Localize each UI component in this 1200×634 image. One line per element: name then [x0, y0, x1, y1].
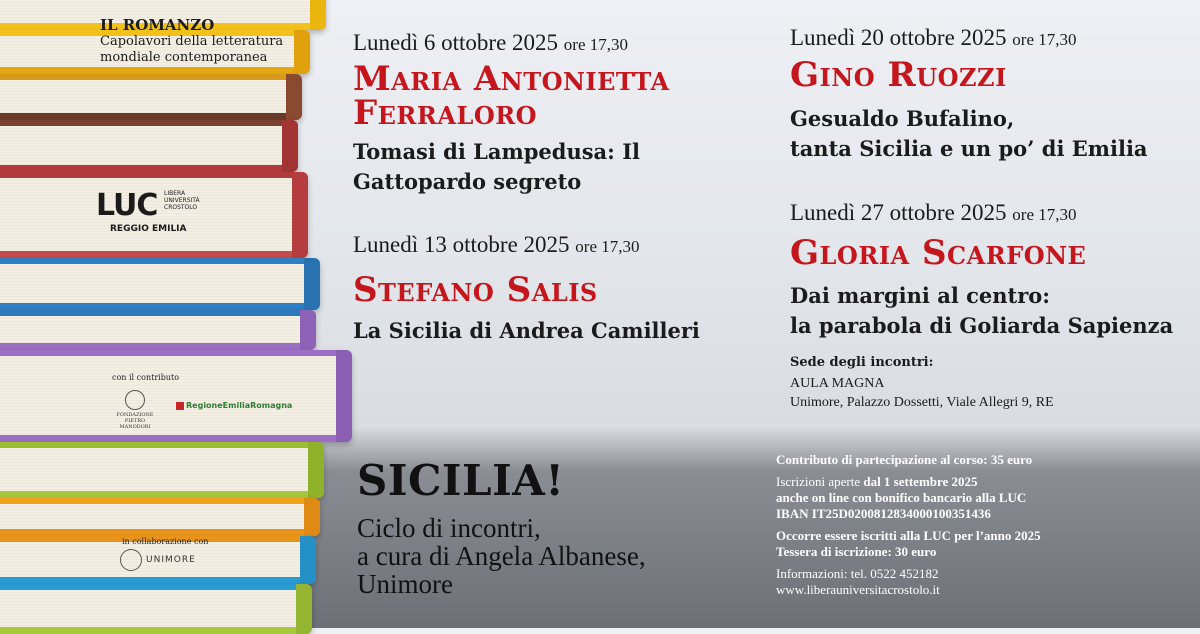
luc-logo — [96, 188, 206, 236]
book-10 — [0, 498, 320, 536]
event-3-topic-line2: tanta Sicilia e un po’ di Emilia — [790, 136, 1148, 161]
regione-name: RegioneEmiliaRomagna — [186, 401, 293, 410]
event-1-speaker-line1: Maria Antonietta — [353, 59, 670, 99]
series-label — [100, 16, 283, 66]
headline-line3: Unimore — [357, 569, 453, 599]
iban: IBAN IT25D0200812834000100351436 — [776, 506, 991, 521]
book-7 — [0, 310, 316, 350]
regione-mark-icon — [176, 402, 184, 410]
event-1-topic-line1: Tomasi di Lampedusa: Il — [353, 139, 641, 164]
series-title: IL ROMANZO — [100, 16, 215, 34]
series-subtitle-line2: mondiale contemporanea — [100, 50, 268, 65]
book-8 — [0, 350, 352, 442]
book-stack-illustration — [0, 0, 370, 628]
headline-title: SICILIA! — [357, 456, 565, 505]
event-1-topic-line2: Gattopardo segreto — [353, 169, 582, 194]
headline-description — [357, 514, 646, 598]
info-block — [776, 452, 1041, 598]
event-4-date — [790, 200, 1077, 226]
contrib-label: con il contributo — [112, 373, 180, 382]
event-4-topic-line2: la parabola di Goliarda Sapienza — [790, 313, 1174, 338]
membership-line2: Tessera di iscrizione: 30 euro — [776, 544, 937, 559]
unimore-seal-icon — [120, 549, 142, 571]
event-2-topic-line1: La Sicilia di Andrea Camilleri — [353, 318, 700, 343]
headline-line1: Ciclo di incontri, — [357, 513, 541, 543]
event-3-speaker — [790, 55, 1007, 95]
event-2-date-text: Lunedì 13 ottobre 2025 — [353, 232, 570, 257]
headline-line2: a cura di Angela Albanese, — [357, 541, 646, 571]
registration-date: dal 1 settembre 2025 — [863, 474, 978, 489]
event-4-topic — [790, 281, 1173, 341]
luc-logo-vertical-text: LIBERA UNIVERSITÀ CROSTOLO — [164, 190, 200, 211]
book-12 — [0, 584, 312, 634]
event-3-time: ore 17,30 — [1012, 30, 1077, 49]
event-3-date — [790, 25, 1077, 51]
fondazione-name: FONDAZIONE PIETRO MANODORI — [116, 412, 154, 430]
luc-logo-acronym: LUC — [96, 188, 158, 223]
venue-line2: Unimore, Palazzo Dossetti, Viale Allegri 9, RE — [790, 395, 1054, 410]
regione-logo — [176, 401, 292, 410]
unimore-name: UNIMORE — [146, 555, 196, 565]
fee-label: Contributo di partecipazione al corso: — [776, 452, 988, 467]
event-1-topic — [353, 137, 640, 197]
fee-value: 35 euro — [990, 452, 1033, 467]
event-3-date-text: Lunedì 20 ottobre 2025 — [790, 25, 1007, 50]
event-3-topic-line1: Gesualdo Bufalino, — [790, 106, 1015, 131]
event-4-speaker — [790, 233, 1087, 273]
event-2-time: ore 17,30 — [575, 237, 640, 256]
book-6 — [0, 258, 320, 310]
event-3-speaker-line1: Gino Ruozzi — [790, 55, 1007, 95]
event-2-speaker — [353, 270, 598, 310]
registration-line2: anche on line con bonifico bancario alla LUC — [776, 490, 1027, 505]
book-3 — [0, 74, 302, 120]
website-link[interactable]: www.liberauniversitacrostolo.it — [776, 582, 940, 597]
event-2-date — [353, 232, 640, 258]
event-1-date — [353, 30, 628, 56]
event-1-date-text: Lunedì 6 ottobre 2025 — [353, 30, 559, 55]
unimore-logo — [120, 549, 196, 571]
event-3-topic — [790, 104, 1148, 164]
event-4-date-text: Lunedì 27 ottobre 2025 — [790, 200, 1007, 225]
membership-line1: Occorre essere iscritti alla LUC per l’anno 2025 — [776, 528, 1041, 543]
event-1-speaker-line2: Ferraloro — [353, 93, 538, 133]
event-4-topic-line1: Dai margini al centro: — [790, 283, 1051, 308]
series-subtitle-line1: Capolavori della letteratura — [100, 34, 284, 49]
collab-label: in collaborazione con — [122, 537, 209, 546]
venue-line1: AULA MAGNA — [790, 376, 885, 391]
registration-line — [776, 474, 1041, 490]
event-1-speaker — [353, 59, 670, 133]
event-2-topic — [353, 316, 700, 346]
event-4-time: ore 17,30 — [1012, 205, 1077, 224]
fondazione-seal-icon — [125, 390, 145, 410]
book-9 — [0, 442, 324, 498]
registration-label: Iscrizioni aperte — [776, 474, 861, 489]
venue-block — [790, 355, 1054, 412]
event-1-time: ore 17,30 — [563, 35, 629, 54]
luc-logo-city: REGGIO EMILIA — [110, 224, 187, 234]
venue-heading: Sede degli incontri: — [790, 355, 934, 370]
book-4 — [0, 120, 298, 172]
phone: Informazioni: tel. 0522 452182 — [776, 566, 939, 581]
event-4-speaker-line1: Gloria Scarfone — [790, 233, 1087, 273]
fee-line — [776, 452, 1041, 468]
fondazione-logo — [112, 390, 158, 430]
event-2-speaker-line1: Stefano Salis — [353, 270, 598, 310]
